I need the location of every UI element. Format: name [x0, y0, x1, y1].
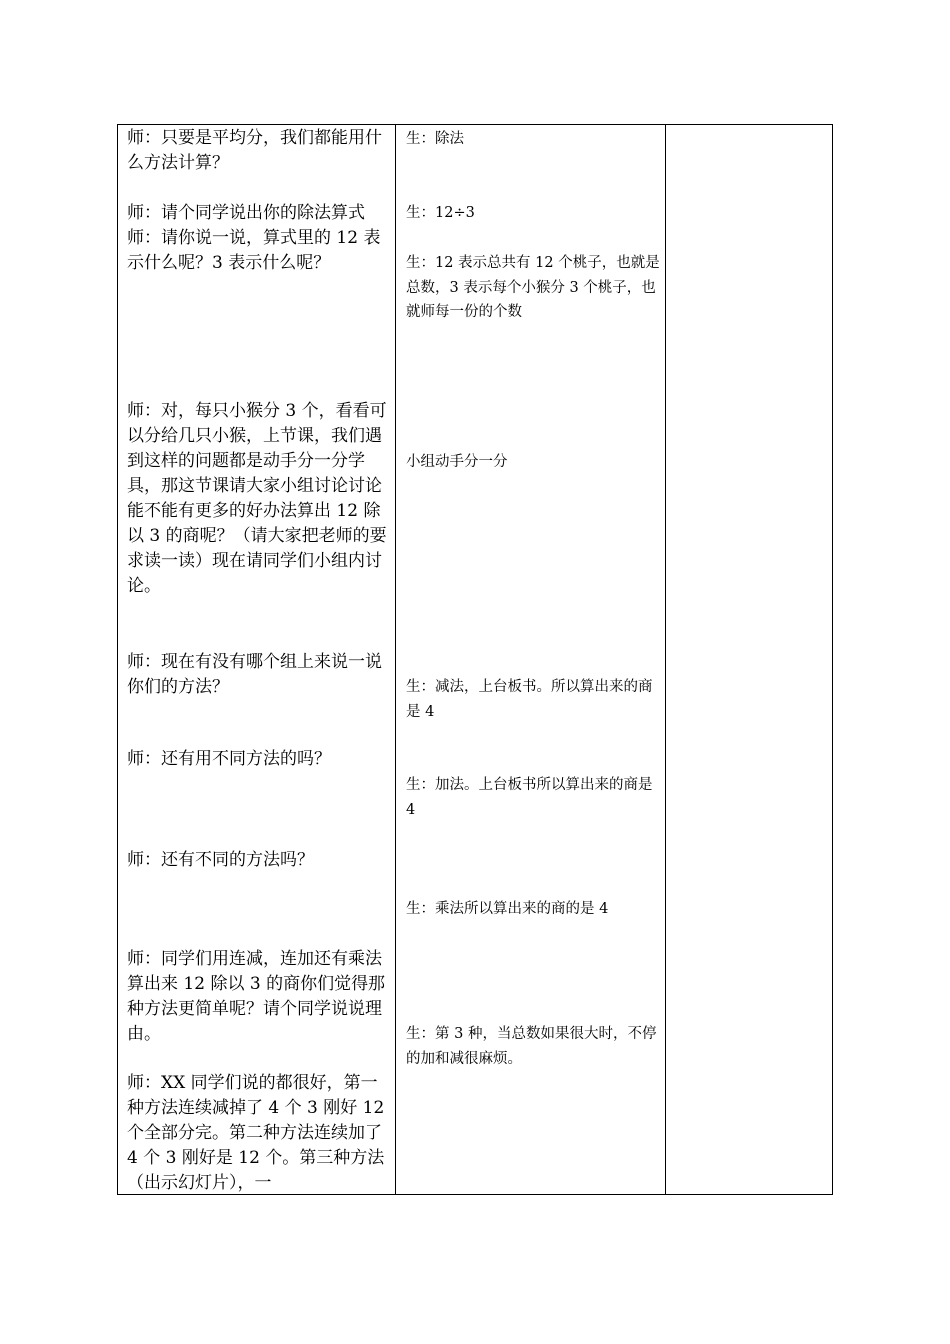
- student-line: 生：减法，上台板书。所以算出来的商是 4: [406, 679, 653, 720]
- teacher-line: 师：还有用不同方法的吗？: [127, 749, 331, 769]
- teacher-line: 师：还有不同的方法吗？: [127, 850, 314, 870]
- teacher-line: 师：同学们用连减，连加还有乘法算出来 12 除以 3 的商你们觉得那种方法更简单呢？请个同学说说理由。: [127, 949, 386, 1044]
- teacher-line: 师：对，每只小猴分 3 个，看看可以分给几只小猴，上节课，我们遇到这样的问题都是动手分一分学具，那这节课请大家小组讨论讨论能不能有更多的好办法算出 12 除以 3 的商呢？（请大家把老师的要求读一读）现在请同学们小组内讨论。: [127, 401, 387, 596]
- teacher-line: 师：只要是平均分，我们都能用什么方法计算？: [127, 128, 382, 173]
- student-line: 生：12 表示总共有 12 个桃子，也就是总数，3 表示每个小猴分 3 个桃子，也就师每一份的个数: [406, 255, 660, 320]
- student-line: 生：除法: [406, 131, 464, 147]
- notes-column: [666, 125, 832, 1194]
- teacher-line: 师：请个同学说出你的除法算式: [127, 203, 365, 223]
- student-line: 生：乘法所以算出来的商的是 4: [406, 901, 609, 917]
- teacher-column: [118, 125, 396, 1194]
- student-column: [396, 125, 666, 1194]
- teacher-line: 师：请你说一说，算式里的 12 表示什么呢？3 表示什么呢？: [127, 228, 381, 273]
- student-line: 生：加法。上台板书所以算出来的商是 4: [406, 777, 653, 818]
- teacher-line: 师：XX 同学们说的都很好，第一种方法连续减掉了 4 个 3 刚好 12 个全部分完。第二种方法连续加了 4 个 3 刚好是 12 个。第三种方法（出示幻灯片），一: [127, 1073, 385, 1193]
- student-line: 生：第 3 种，当总数如果很大时，不停的加和减很麻烦。: [406, 1026, 657, 1067]
- teacher-line: 师：现在有没有哪个组上来说一说你们的方法？: [127, 652, 382, 697]
- student-line: 小组动手分一分: [406, 454, 508, 470]
- lesson-plan-table: [117, 124, 833, 1195]
- student-line: 生：12÷3: [406, 205, 475, 221]
